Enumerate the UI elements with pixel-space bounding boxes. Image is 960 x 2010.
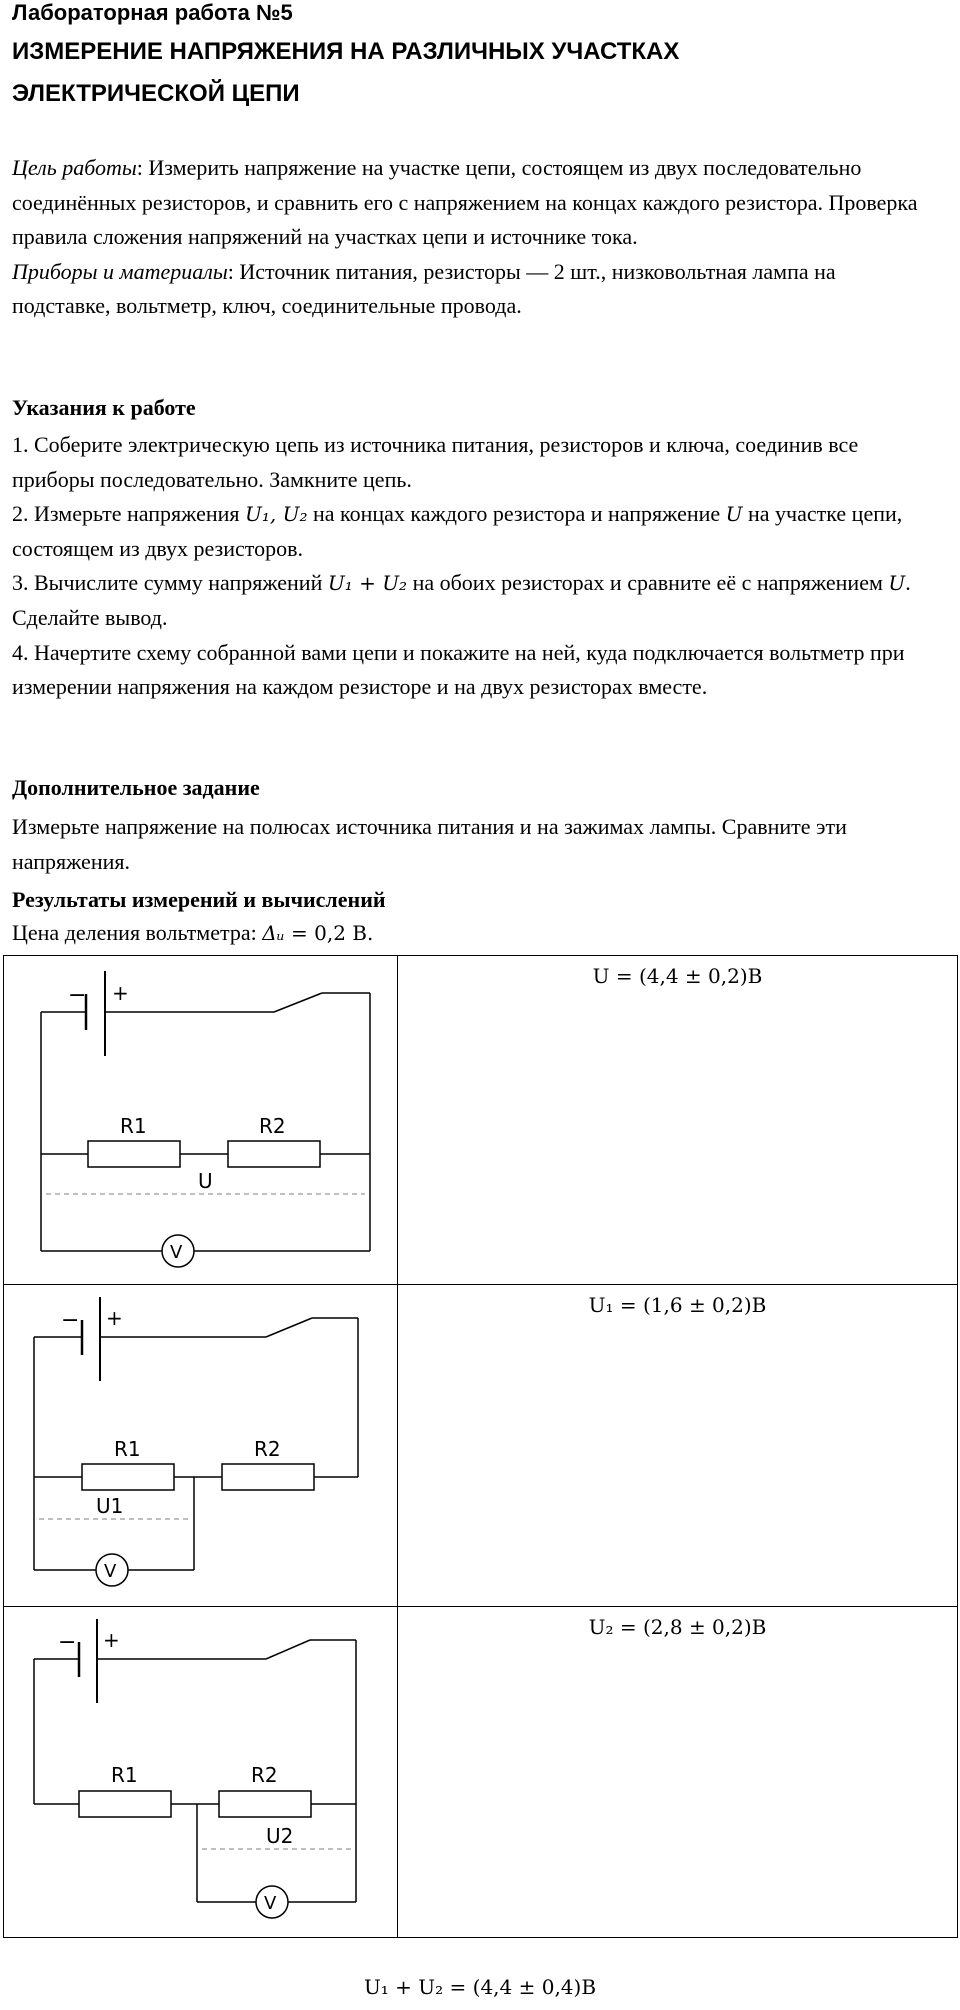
step-4: 4. Начертите схему собранной вами цепи и покажите на ней, куда подключается вольтметр при измерении напряжения на каждом резисторе и на двух резисторах вместе. (12, 639, 905, 700)
intro-block (12, 151, 937, 324)
voltage-u1-label: U1 (96, 1494, 124, 1518)
table-row (4, 1607, 958, 1938)
circuit-cell-u (4, 956, 398, 1285)
voltmeter-label: V (170, 1242, 183, 1263)
goal-label: Цель работы (12, 155, 137, 180)
battery-minus-label: − (68, 983, 87, 1008)
step-3: 3. Вычислите сумму напряжений U₁ + U₂ на обоих резисторах и сравните её с напряжением U. Сделайте вывод. (12, 570, 911, 630)
battery-plus-label: + (112, 981, 129, 1005)
math-delta-u: Δᵤ (262, 921, 285, 945)
goal-paragraph (12, 151, 937, 255)
voltage-u-label: U (198, 1169, 213, 1193)
value-cell-u2 (398, 1607, 958, 1938)
circuit-diagram-u1 (4, 1285, 397, 1603)
extra-heading: Дополнительное задание (12, 775, 260, 800)
page-title-line1: ИЗМЕРЕНИЕ НАПРЯЖЕНИЯ НА РАЗЛИЧНЫХ УЧАСТКАХ (12, 38, 680, 65)
step-1: 1. Соберите электрическую цепь из источника питания, резисторов и ключа, соединив все приборы последовательно. Замкните цепь. (12, 432, 859, 492)
circuit-diagram-u (4, 956, 397, 1281)
r2-label: R2 (259, 1114, 286, 1138)
value-cell-u (398, 956, 958, 1285)
materials-text: : Источник питания, резисторы — 2 шт., низковольтная лампа на подставке, вольтметр, ключ, соединительные провода. (12, 258, 836, 319)
materials-paragraph (12, 255, 937, 324)
table-row (4, 956, 958, 1285)
table-row (4, 1285, 958, 1607)
battery-minus-label: − (58, 1630, 77, 1655)
r2-label: R2 (254, 1437, 281, 1461)
math-u: U (725, 502, 743, 527)
page-title-line2: ЭЛЕКТРИЧЕСКОЙ ЦЕПИ (12, 80, 300, 107)
r1-label: R1 (114, 1437, 141, 1461)
voltmeter-label: V (264, 1893, 277, 1914)
goal-text: : Измерить напряжение на участке цепи, состоящем из двух последовательно соединённых резисторов, и сравнить его с напряжением на концах каждого резистора. Проверка правила сложения напряжений на участках цепи и источнике тока. (12, 155, 918, 250)
extra-text: Измерьте напряжение на полюсах источника питания и на зажимах лампы. Сравните эти напряжения. (12, 814, 847, 874)
measurement-u2: U₂ = (2,8 ± 0,2)В (588, 1615, 767, 1639)
instructions-block (12, 428, 937, 705)
lab-number-title: Лабораторная работа №5 (12, 0, 293, 25)
circuit-cell-u2 (4, 1607, 398, 1938)
battery-plus-label: + (106, 1306, 123, 1330)
battery-plus-label: + (103, 1628, 120, 1652)
voltage-u2-label: U2 (266, 1824, 294, 1848)
circuit-cell-u1 (4, 1285, 398, 1607)
math-u-2: U (888, 571, 906, 596)
measurement-u1: U₁ = (1,6 ± 0,2)В (588, 1293, 767, 1317)
sum-result: U₁ + U₂ = (4,4 ± 0,4)В (363, 1975, 597, 1999)
r2-label: R2 (251, 1763, 278, 1787)
math-u1-plus-u2: U₁ + U₂ (327, 571, 408, 596)
voltmeter-label: V (104, 1561, 117, 1582)
r1-label: R1 (120, 1114, 147, 1138)
instructions-heading: Указания к работе (12, 395, 196, 420)
r1-label: R1 (111, 1763, 138, 1787)
value-cell-u1 (398, 1285, 958, 1607)
circuit-diagram-u2 (4, 1607, 397, 1934)
results-table (3, 955, 958, 1938)
division-line: Цена деления вольтметра: Δᵤ = 0,2 В. (12, 920, 374, 945)
math-u1-u2: U₁, U₂ (245, 502, 308, 527)
step-2: 2. Измерьте напряжения U₁, U₂ на концах каждого резистора и напряжение U на участке цепи, состоящем из двух резисторов. (12, 501, 903, 561)
measurement-u: U = (4,4 ± 0,2)В (592, 964, 763, 988)
materials-label: Приборы и материалы (12, 258, 228, 284)
battery-minus-label: − (61, 1308, 80, 1333)
results-heading: Результаты измерений и вычислений (12, 887, 386, 912)
